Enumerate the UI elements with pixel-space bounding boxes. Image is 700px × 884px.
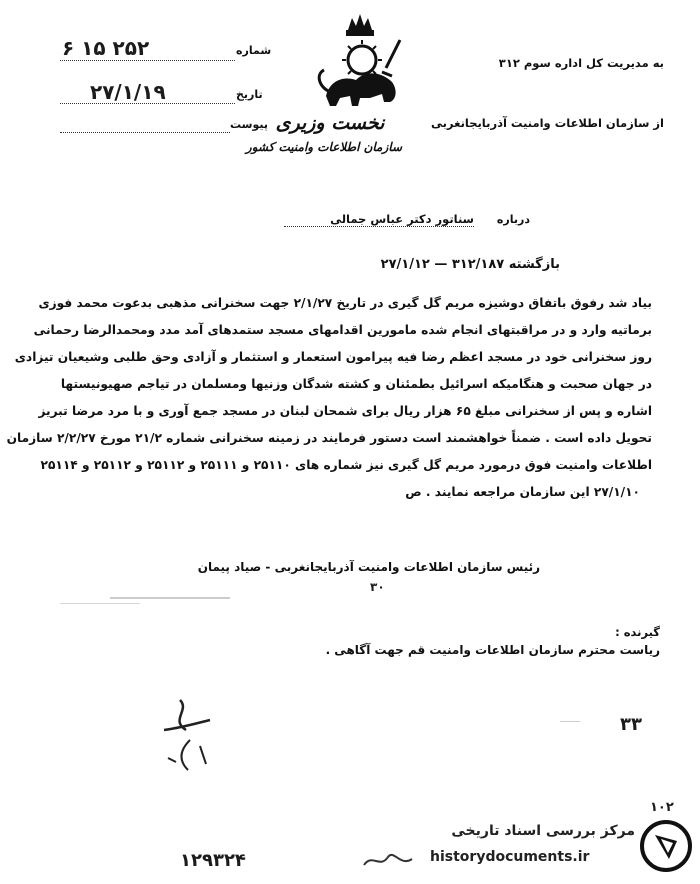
attachment-label: پیوست: [230, 118, 268, 131]
number-dotted-line: [60, 60, 235, 61]
watermark-center-name: مرکز بررسی اسناد تاریخی: [451, 823, 635, 839]
bottom-scribble-icon: [360, 845, 420, 879]
faded-dash: [560, 721, 580, 722]
org-name-primary: نخست وزیری: [275, 112, 385, 134]
subject-value: سناتور دکتر عباس جمالی: [284, 212, 474, 227]
body-line-6: تحویل داده است . ضمناً خواهشمند است دستور فرمایند در زمینه سخنرانی شماره ۲۱/۲ مورخ ۲/۲/۲۷ سازمان: [6, 431, 652, 445]
faded-signature-stroke: [110, 597, 230, 599]
bottom-handwritten-number: ۱۲۹۳۲۴: [180, 850, 246, 871]
body-line-8: ۲۷/۱/۱۰ این سازمان مراجعه نمایند . ص: [405, 485, 640, 499]
date-dotted-line: [60, 103, 235, 104]
subject-label: درباره: [496, 213, 530, 226]
signature-initial-mark: ۳۰: [370, 580, 385, 594]
body-line-4: در جهان صحبت و هنگامیکه اسرائیل بطمئنان و کشته شدگان وزنیها ومسلمان در تیاجم صهیونیستها: [60, 377, 652, 391]
reference-line: بازگشته ۳۱۲/۱۸۷ — ۲۷/۱/۱۲: [380, 257, 560, 272]
cc-line: ریاست محترم سازمان اطلاعات وامنیت قم جهت آگاهی .: [325, 643, 660, 657]
body-line-1: بیاد شد رفوق باتفاق دوشیزه مریم گل گیری در تاریخ ۲/۱/۲۷ جهت سخنرانی مذهبی بدعوت محمد فوزی: [38, 296, 652, 310]
number-value: ۶ ۱۵ ۲۵۲: [62, 36, 150, 60]
handwritten-annotation: ۳۳: [620, 714, 642, 735]
watermark-url: historydocuments.ir: [430, 849, 590, 865]
page-mark: ۱۰۲: [650, 800, 674, 815]
archive-watermark: [412, 815, 697, 879]
cc-label: گیرنده :: [615, 625, 660, 639]
date-value: ۲۷/۱/۱۹: [90, 80, 166, 104]
handwritten-scribble-icon: [150, 690, 230, 784]
from-line: از سازمان اطلاعات وامنیت آذربایجانغربی: [430, 116, 664, 130]
body-line-5: اشاره و پس از سخنرانی مبلغ ۶۵ هزار ریال برای شمحان لبنان در مسجد جمع آوری و با مرد مرضا تبریز: [38, 404, 652, 418]
org-name-secondary: سازمان اطلاعات وامنیت کشور: [245, 140, 402, 154]
recipient-line: به مدیریت کل اداره سوم ۳۱۲: [498, 56, 664, 70]
faded-signature-stroke: [60, 603, 140, 604]
archive-logo-icon: [639, 819, 693, 877]
attachment-dotted-line: [60, 132, 230, 133]
date-label: تاریخ: [236, 88, 263, 101]
body-line-2: برماتیه وارد و در مراقبتهای انجام شده مامورین اقدامهای مسجد ستمدهای آمد مدد ومحمدالرضا رحمانی: [33, 323, 652, 337]
signature-title: رئیس سازمان اطلاعات وامنیت آذربایجانغربی - صیاد پیمان: [197, 560, 540, 574]
body-line-3: روز سخنرانی خود در مسجد اعظم رضا فیه پیرامون استعمار و استثمار و آزادی وحق طلبی وشیعیان تیزادی: [14, 350, 652, 364]
number-label: شماره: [236, 44, 272, 57]
body-line-7: اطلاعات وامنیت فوق درمورد مریم گل گیری نیز شماره های ۲۵۱۱۰ و ۲۵۱۱۱ و ۲۵۱۱۲ و ۲۵۱۱۲ و ۲۵۱۱۴: [40, 458, 652, 472]
